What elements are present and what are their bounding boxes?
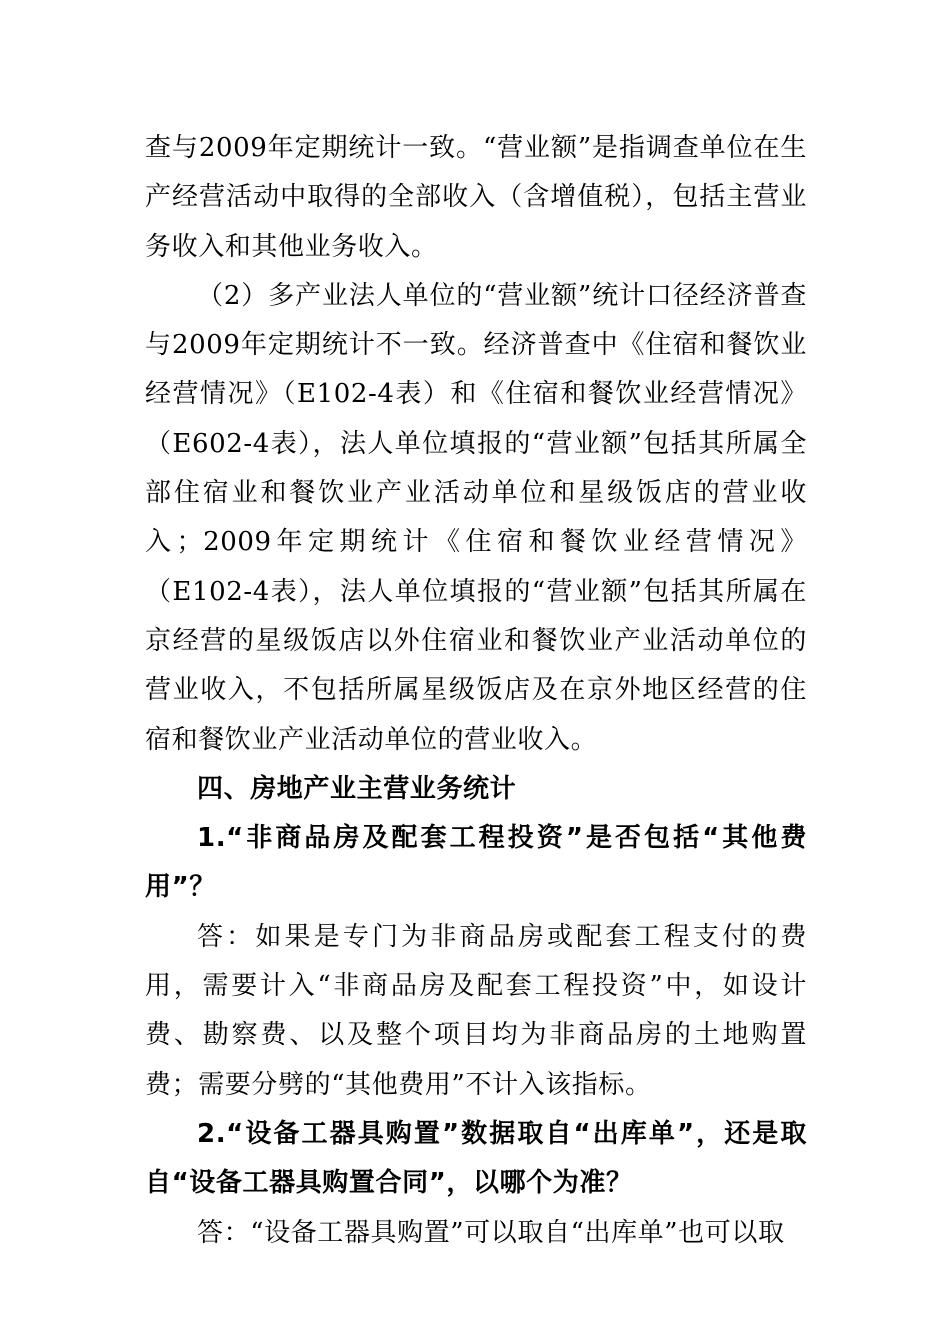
answer-2: 答：“设备工器具购置”可以取自“出库单”也可以取 [197,1217,785,1248]
document-page [145,124,807,1258]
question-1: 1.“非商品房及配套工程投资”是否包括“其他费用”？ [145,823,807,903]
section-heading-real-estate: 四、房地产业主营业务统计 [197,773,517,804]
question-2: 2.“设备工器具购置”数据取自“出库单”，还是取自“设备工器具购置合同”，以哪个为准？ [145,1118,807,1199]
paragraph-multi-industry: （2）多产业法人单位的“营业额”统计口径经济普查与2009年定期统计不一致。经济普查中《住宿和餐饮业经营情况》（E102-4表）和《住宿和餐饮业经营情况》（E602-4表），法人单位填报的“营业额”包括其所属全部住宿业和餐饮业产业活动单位和星级饭店的营业收入；2009年定期统计《住宿和餐饮业经营情况》（E102-4表），法人单位填报的“营业额”包括其所属在京经营的星级饭店以外住宿业和餐饮业产业活动单位的营业收入，不包括所属星级饭店及在京外地区经营的住宿和餐饮业产业活动单位的营业收入。 [145,280,807,755]
paragraph-continuation: 查与2009年定期统计一致。“营业额”是指调查单位在生产经营活动中取得的全部收入（含增值税），包括主营业务收入和其他业务收入。 [145,133,807,262]
answer-1: 答：如果是专门为非商品房或配套工程支付的费用，需要计入“非商品房及配套工程投资”中，如设计费、勘察费、以及整个项目均为非商品房的土地购置费；需要分劈的“其他费用”不计入该指标。 [145,921,807,1100]
